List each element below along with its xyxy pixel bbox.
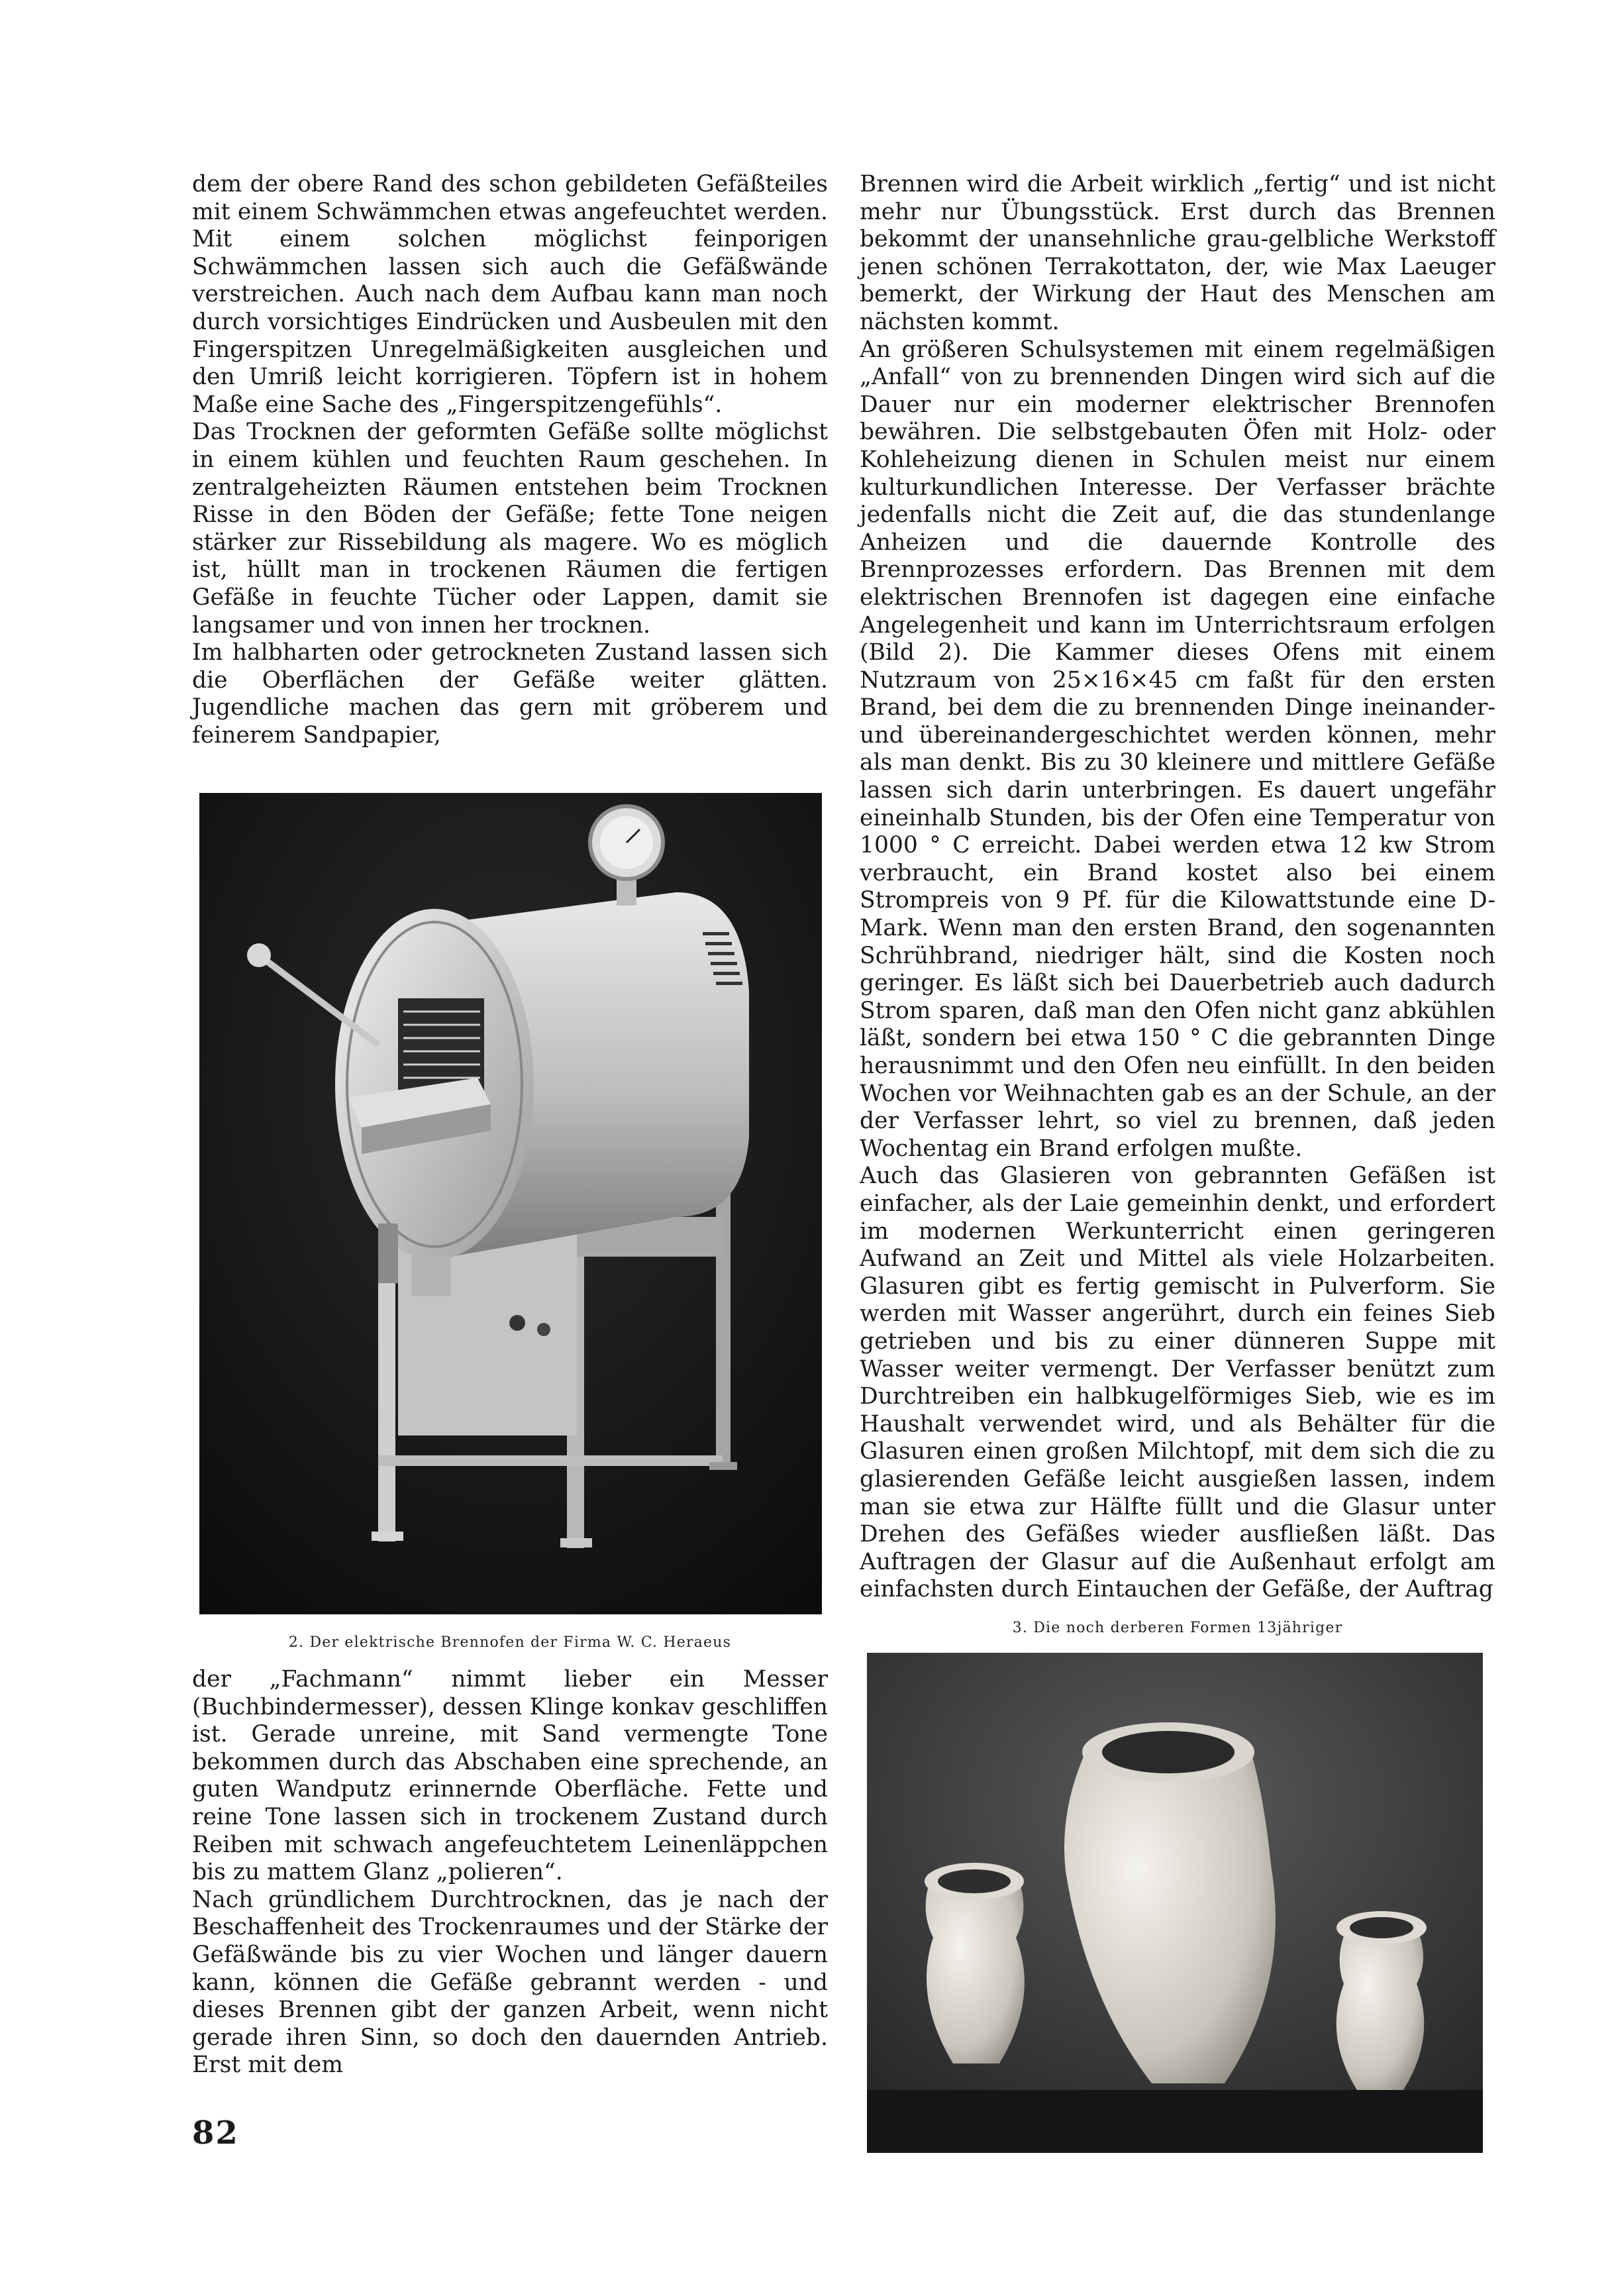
paragraph: Auch das Glasieren von gebrannten Gefäßen ist einfacher, als der Laie gemeinhin denkt, und erfordert im modernen Werkunterricht einen geringeren Aufwand an Zeit und Mittel als viele Holzarbeiten. Glasuren gibt es fertig gemischt in Pulverform. Sie werden mit Wasser angerührt, durch ein feines Sieb getrieben und bis zu einer dünneren Suppe mit Wasser weiter vermengt. Der Verfasser benützt zum Durchtreiben ein halbkugelförmiges Sieb, wie es im Haushalt verwendet wird, und als Behälter für die Glasuren einen großen Milchtopf, mit dem sich die zu glasierenden Gefäße leicht ausgießen lassen, indem man sie etwa zur Hälfte füllt und die Glasur unter Drehen des Gefäßes wieder ausfließen läßt. Das Auftragen der Glasur auf die Außenhaut erfolgt am einfachsten durch Eintauchen der Gefäße, der Auftrag — [860, 1163, 1495, 1603]
kiln-caption: 2. Der elektrische Brennofen der Firma W. C. Heraeus — [288, 1634, 732, 1651]
paragraph: Das Trocknen der geformten Gefäße sollte möglichst in einem kühlen und feuchten Raum geschehen. In zentralgeheizten Räumen entstehen beim Trocknen Risse in den Böden der Gefäße; fette Tone neigen stärker zur Rissebildung als magere. Wo es möglich ist, hüllt man in trockenen Räumen die fertigen Gefäße in feuchte Tücher oder Lappen, damit sie langsamer und von innen her trocknen. — [192, 419, 828, 639]
clay-vessels-illustration — [867, 1653, 1483, 2153]
left-column-bottom-text — [192, 1666, 828, 2079]
paragraph: An größeren Schulsystemen mit einem regelmäßigen „Anfall“ von zu brennenden Dingen wird sich auf die Dauer nur ein moderner elektrischer Brennofen bewähren. Die selbstgebauten Öfen mit Holz- oder Kohleheizung dienen in Schulen meist nur einem kulturkundlichen Interesse. Der Verfasser brächte jedenfalls nicht die Zeit auf, die das stundenlange Anheizen und die dauernde Kontrolle des Brennprozesses erfordern. Das Brennen mit dem elektrischen Brennofen ist dagegen eine einfache Angelegenheit und kann im Unterrichtsraum erfolgen (Bild 2). Die Kammer dieses Ofens mit einem Nutzraum von 25×16×45 cm faßt für den ersten Brand, bei dem die zu brennenden Dinge ineinander- und übereinandergeschichtet werden können, mehr als man denkt. Bis zu 30 kleinere und mittlere Gefäße lassen sich darin unterbringen. Es dauert ungefähr eineinhalb Stunden, bis der Ofen eine Temperatur von 1000 ° C erreicht. Dabei werden etwa 12 kw Strom verbraucht, ein Brand kostet also bei einem Strompreis von 9 Pf. für die Kilowattstunde eine D-Mark. Wenn man den ersten Brand, den sogenannten Schrühbrand, niedriger hält, sind die Kosten noch geringer. Es läßt sich bei Dauerbetrieb auch dadurch Strom sparen, daß man den Ofen nicht ganz abkühlen läßt, sondern bei etwa 150 ° C die gebrannten Dinge herausnimmt und den Ofen neu einfüllt. In den beiden Wochen vor Weihnachten gab es an der Schule, an der der Verfasser lehrt, so viel zu brennen, daß jeden Wochentag ein Brand erfolgen mußte. — [860, 336, 1495, 1162]
paragraph: Nach gründlichem Durchtrocknen, das je nach der Beschaffenheit des Trockenraumes und der Stärke der Gefäßwände bis zu vier Wochen und länger dauern kann, können die Gefäße gebrannt werden - und dieses Brennen gibt der ganzen Arbeit, wenn nicht gerade ihren Sinn, so doch den dauernden Antrieb. Erst mit dem — [192, 1886, 828, 2079]
vessels-caption: 3. Die noch derberen Formen 13jähriger — [1012, 1620, 1343, 1636]
paragraph: Brennen wird die Arbeit wirklich „fertig“ und ist nicht mehr nur Übungsstück. Erst durch das Brennen bekommt der unansehnliche grau-gelbliche Werkstoff jenen schönen Terrakottaton, der, wie Max Laeuger bemerkt, der Wirkung der Haut des Menschen am nächsten kommt. — [860, 171, 1495, 335]
right-column-text — [860, 171, 1495, 1604]
left-column-top-text — [192, 171, 828, 749]
paragraph: dem der obere Rand des schon gebildeten Gefäßteiles mit einem Schwämmchen etwas angefeuchtet werden. Mit einem solchen möglichst feinporigen Schwämmchen lassen sich auch die Gefäßwände verstreichen. Auch nach dem Aufbau kann man noch durch vorsichtiges Eindrücken und Ausbeulen mit den Fingerspitzen Unregelmäßigkeiten ausgleichen und den Umriß leicht korrigieren. Töpfern ist in hohem Maße eine Sache des „Fingerspitzengefühls“. — [192, 171, 828, 418]
vessels-photo — [867, 1653, 1483, 2153]
electric-kiln-illustration — [199, 793, 822, 1614]
paragraph: Im halbharten oder getrockneten Zustand lassen sich die Oberflächen der Gefäße weiter glätten. Jugendliche machen das gern mit gröberem und feinerem Sandpapier, — [192, 639, 828, 749]
paragraph: der „Fachmann“ nimmt lieber ein Messer (Buchbindermesser), dessen Klinge konkav geschliffen ist. Gerade unreine, mit Sand vermengte Tone bekommen durch das Abschaben eine sprechende, an guten Wandputz erinnernde Oberfläche. Fette und reine Tone lassen sich in trockenem Zustand durch Reiben mit schwach angefeuchtetem Leinenläppchen bis zu mattem Glanz „polieren“. — [192, 1666, 828, 1886]
page-number: 82 — [192, 2114, 239, 2152]
kiln-photo — [199, 793, 822, 1614]
